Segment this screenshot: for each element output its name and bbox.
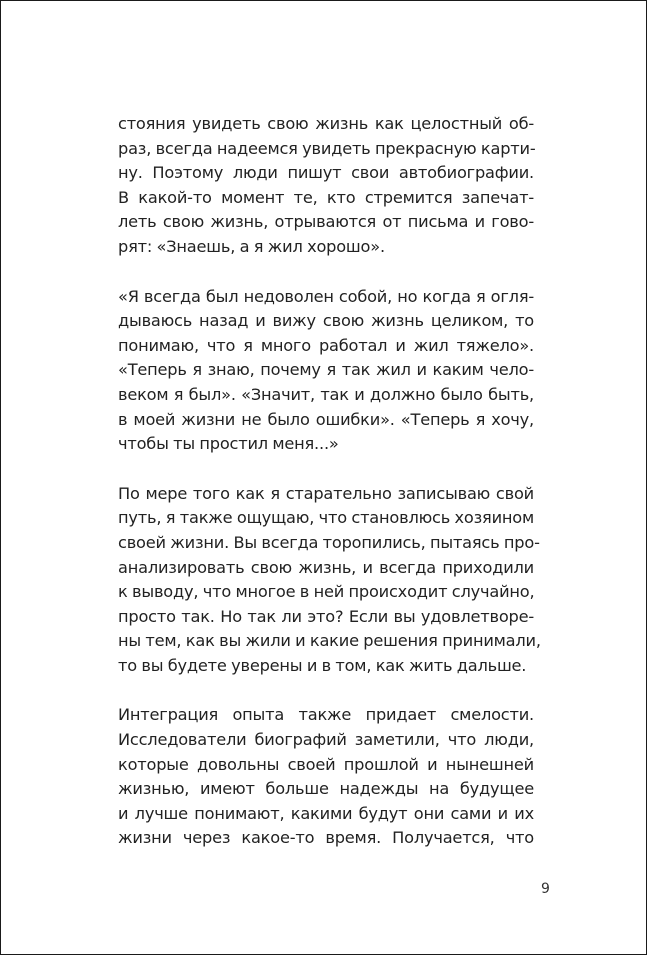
paragraph [118, 703, 534, 851]
text-line: которые довольны своей прошлой и нынешней [118, 754, 534, 774]
text-line: то вы будете уверены и в том, как жить дальше. [118, 655, 527, 675]
text-line: раз, всегда надеемся увидеть прекрасную карти- [118, 138, 536, 158]
text-line: В какой-то момент те, кто стремится запечат- [118, 187, 534, 207]
text-line: леть свою жизнь, отрываются от письма и гово- [118, 212, 534, 232]
text-line: своей жизни. Вы всегда торопились, пытаясь про- [118, 532, 540, 552]
text-line: веком я был». «Значит, так и должно было быть, [118, 384, 534, 404]
text-line: анализировать свою жизнь, и всегда приходили [118, 557, 534, 577]
page-number: 9 [541, 881, 550, 897]
text-line: ну. Поэтому люди пишут свои автобиографии. [118, 163, 534, 183]
text-line: жизни через какое-то время. Получается, что [118, 828, 534, 848]
text-line: По мере того как я старательно записываю свой [118, 483, 534, 503]
paragraph [118, 112, 534, 260]
paragraph [118, 285, 534, 457]
text-line: «Теперь я знаю, почему я так жил и каким чело- [118, 360, 534, 380]
text-line: к выводу, что многое в ней происходит случайно, [118, 582, 535, 602]
text-line: в моей жизни не было ошибки». «Теперь я хочу, [118, 409, 534, 429]
text-line: просто так. Но так ли это? Если вы удовлетворе- [118, 606, 534, 626]
text-line: ны тем, как вы жили и какие решения принимали, [118, 631, 541, 651]
text-line: стояния увидеть свою жизнь как целостный об- [118, 114, 534, 133]
paragraph [118, 482, 541, 679]
text-line: жизнью, имеют больше надежды на будущее [118, 779, 534, 799]
body-text [118, 112, 541, 876]
text-line: путь, я также ощущаю, что становлюсь хозяином [118, 508, 534, 528]
text-line: и лучше понимают, какими будут они сами и их [118, 803, 534, 823]
text-line: «Я всегда был недоволен собой, но когда я огля- [118, 286, 534, 306]
text-line: Интеграция опыта также придает смелости. [118, 705, 534, 725]
text-line: понимаю, что я много работал и жил тяжело». [118, 335, 534, 355]
text-line: Исследователи биографий заметили, что люди, [118, 730, 534, 750]
text-line: чтобы ты простил меня...» [118, 434, 339, 454]
text-line: рят: «Знаешь, а я жил хорошо». [118, 236, 385, 256]
text-line: дываюсь назад и вижу свою жизнь целиком, то [118, 311, 534, 331]
